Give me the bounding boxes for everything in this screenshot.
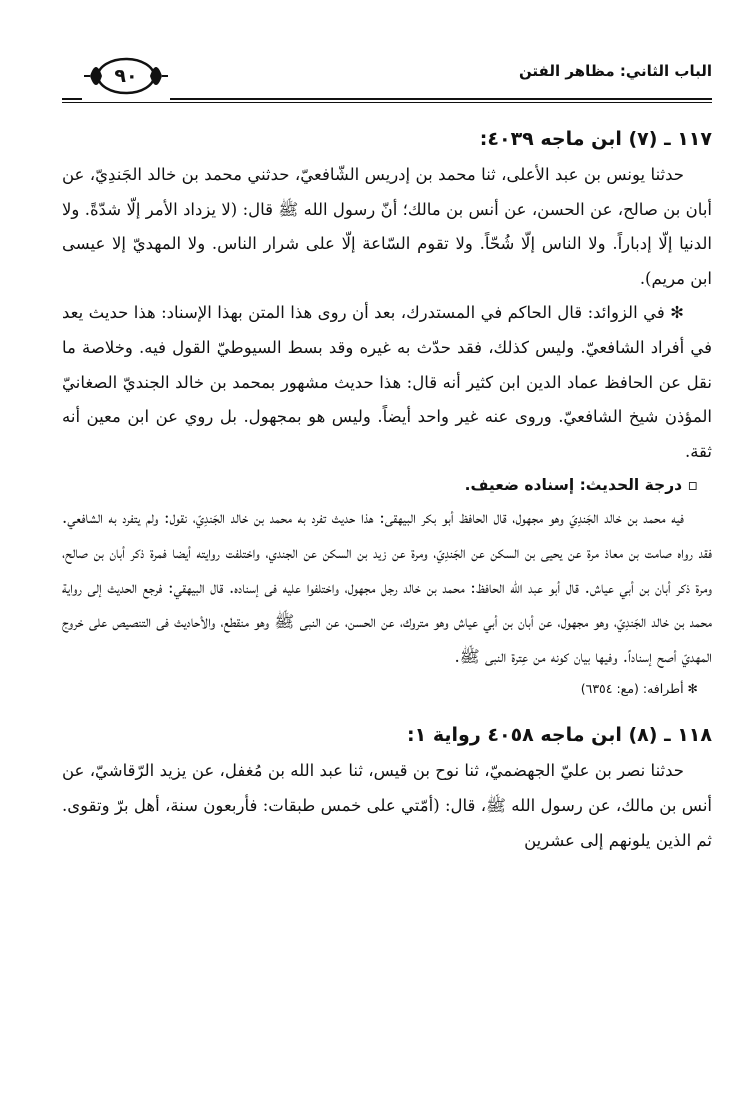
chapter-title: الباب الثاني: مظاهر الفتن — [518, 62, 712, 80]
entry-117-zawaid-note: ✻ في الزوائد: قال الحاكم في المستدرك، بعد أن روى هذا المتن بهذا الإسناد: هذا حديث يعد في أفراد الشافعيّ. وليس كذلك، فقد حدّث به غيره وقد بسط السيوطيّ القول فيه. وخلاصة ما نقل عن الحافظ عماد الدين ابن كثير أنه قال: هذا حديث مشهور بمحمد بن خالد الجنديّ الصغانيّ المؤذن شيخ الشافعيّ. وروى عنه غير واحد أيضاً. وليس هو بمجهول. بل روي عن ابن معين أنه ثقة. — [62, 303, 712, 461]
entry-117-heading: ١١٧ ـ (٧) ابن ماجه ٤٠٣٩: — [479, 128, 712, 150]
entry-118-heading: ١١٨ ـ (٨) ابن ماجه ٤٠٥٨ رواية ١: — [407, 724, 712, 747]
book-page — [62, 52, 712, 858]
page-number-ornament — [82, 52, 170, 100]
entry-117-hadith-text: حدثنا يونس بن عبد الأعلى، ثنا محمد بن إدريس الشّافعيّ، حدثني محمد بن خالد الجَندِيّ، عن أبان بن صالح، عن الحسن، عن أنس بن مالك؛ أنّ رسول الله ﷺ قال: (لا يزداد الأمر إلّا شدّةً. ولا الدنيا إلّا إدباراً. ولا الناس إلّا شُحّاً. ولا تقوم السّاعة إلّا على شرار الناس. ولا المهديّ إلا عيسى ابن مريم). — [62, 165, 712, 288]
entry-117-atraf: ✻ أطرافه: (مع: ٦٣٥٤) — [580, 681, 698, 697]
page-number: ٩٠ — [114, 65, 138, 87]
entry-117-grade-text: فيه محمد بن خالد الجَندِيّ وهو مجهول، قال الحافظ أبو بكر البيهقى: هذا حديث تفرد به محمد بن خالد الجَندِيّ، نقول: ولم يتفرد به الشافعي. فقد رواه صامت بن معاذ مرة عن يحيى بن السكن عن الجَندِيّ، ومرة عن زيد بن السكن عن الجندي، واختلفت روايته أيضا فمرة ذكر أبان بن صالح، ومرة ذكر أبان بن أبي عياش. قال أبو عبد الله الحافظ: محمد بن خالد رجل مجهول، واختلفوا عليه فى إسناده. قال البيهقي: فرجع الحديث إلى رواية محمد بن خالد الجَندِيّ، وهو مجهول، عن أبان بن أبي عياش وهو متروك، عن الحسن، عن النبى ﷺ وهو منقطع، والأحاديث فى التنصيص على خروج المهديّ أصح إسناداً. وفيها بيان كونه من عِترة النبى ﷺ. — [62, 508, 712, 666]
entry-118-hadith-text: حدثنا نصر بن عليّ الجهضميّ، ثنا نوح بن قيس، ثنا عبد الله بن مُغفل، عن يزيد الرّقاشيّ، عن أنس بن مالك، عن رسول الله ﷺ، قال: (أمّتي على خمس طبقات: فأربعون سنة، أهل برّ وتقوى. ثم الذين يلونهم إلى عشرين — [62, 761, 712, 850]
page-header — [62, 52, 712, 108]
header-rule-thin — [62, 102, 712, 103]
entry-117-grade-heading: ▫ درجة الحديث: إسناده ضعيف. — [464, 476, 698, 495]
